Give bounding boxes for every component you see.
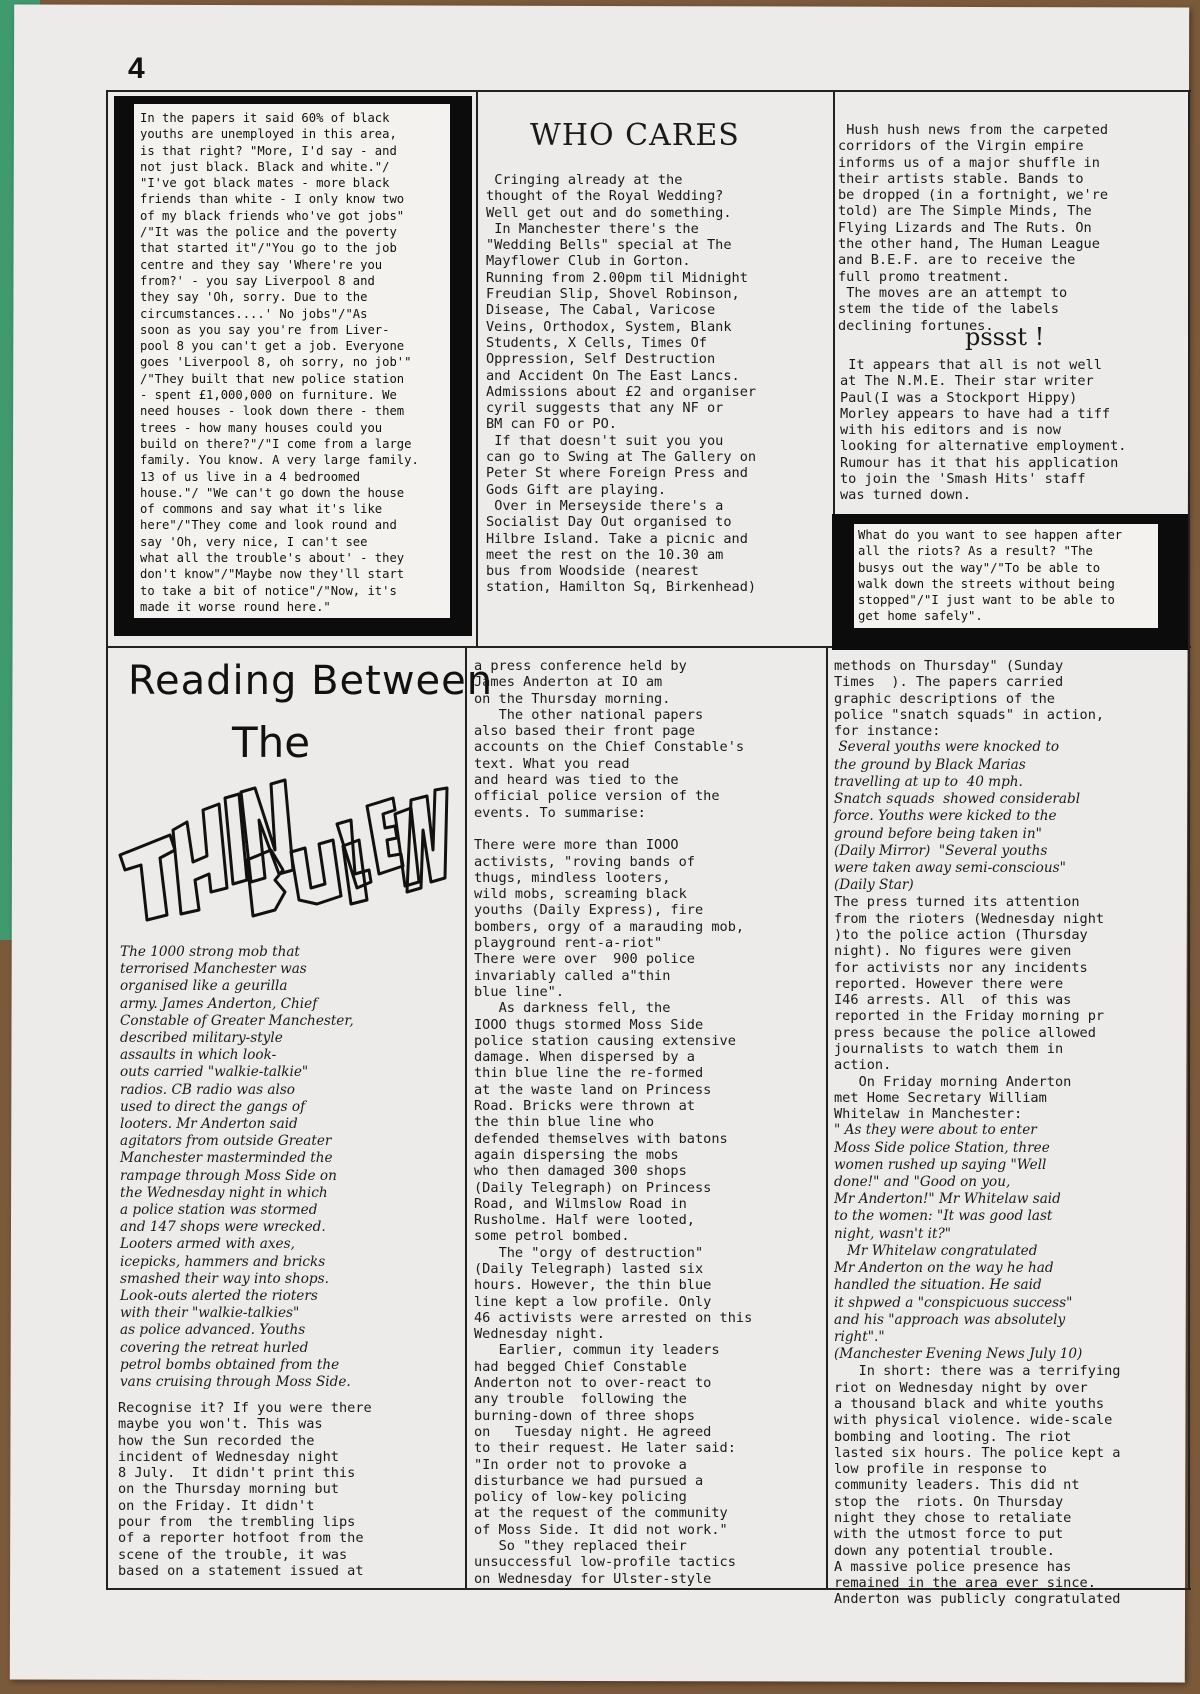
pssst-body: It appears that all is not well at The N.M.E. Their star writer Paul(I was a Stockport Hippy) Morley appears to have had a tiff with his editors and is now looking for alternative employment. Rumour has it that his application to join the 'Smash Hits' staff was turned down.	[840, 357, 1127, 504]
who-cares-column	[486, 172, 826, 596]
right-column	[834, 658, 1188, 1608]
who-cares-title: WHO CARES	[530, 118, 740, 153]
bottom-divider-2	[826, 646, 828, 1590]
right-column-quote-1: Several youths were knocked to the ground by Black Marias travelling at up to 40 mph. Snatch squads showed considerabl force. Youths were kicked to the ground before being taken in" (Daily Mirror) "Several youths were taken away semi-conscious" (Daily Star)	[834, 739, 1081, 894]
sun-quote-column	[120, 944, 460, 1391]
recognise-body: Recognise it? If you were there maybe you won't. This was how the Sun recorded the incident of Wednesday night 8 July. It didn't print this on the Thursday morning but on the Friday. It didn't pour from the trembling lips of a reporter hotfoot from the scene of the trouble, it was based on a statement issued at	[118, 1400, 372, 1579]
the-heading: The	[232, 718, 311, 767]
quote-box-card	[134, 104, 450, 618]
middle-column-body: a press conference held by James Anderton at IO am on the Thursday morning. The other national papers also based their front page accounts on the Chief Constable's text. What you read and heard was tied to the official police version of the events. To summarise: There were more than IOOO activists, "roving bands of thugs, mindless looters, wild mobs, screaming black youths (Daily Express), fire bombers, orgy of a marauding mob, playground rent-a-riot" There were over 900 police invariably called a"thin blue line". As darkness fell, the IOOO thugs stormed Moss Side police station causing extensive damage. When dispersed by a thin blue line the re-formed at the waste land on Princess Road. Bricks were thrown at the thin blue line who defended themselves with batons again dispersing the mobs who then damaged 300 shops (Daily Telegraph) on Princess Road, and Wilmslow Road in Rusholme. Half were looted, some petrol bombed. The "orgy of destruction" (Daily Telegraph) lasted six hours. However, the thin blue line kept a low profile. Only 46 activists were arrested on this Wednesday night. Earlier, commun ity leaders had begged Chief Constable Anderton not to over-react to any trouble following the burning-down of three shops on Tuesday night. He agreed to their request. He later said: "In order not to provoke a disturbance we had pursued a policy of low-key policing at the request of the community of Moss Side. It did not work." So "they replaced their unsuccessful low-profile tactics on Wednesday for Ulster-style	[474, 658, 753, 1587]
riots-box-card	[854, 524, 1158, 628]
pssst-column	[840, 357, 1185, 504]
frame-top-rule	[106, 90, 1191, 92]
right-column-middle: The press turned its attention from the rioters (Wednesday night )to the police action (Thursday night). No figures were given for activists nor any incidents reported. However there were I46 arrests. All of this was reported in the Friday morning pr press because the police allowed journalists to watch them in action. On Friday morning Anderton met Home Secretary William Whitelaw in Manchester:	[834, 894, 1105, 1123]
pssst-heading: pssst !	[965, 323, 1045, 351]
hush-hush-body: Hush hush news from the carpeted corridors of the Virgin empire informs us of a major shuffle in their artists stable. Bands to be dropped (in a fortnight, we're told) are The Simple Minds, The Flying Lizards and The Ruts. On the other hand, The Human League and B.E.F. are to receive the full promo treatment. The moves are an attempt to stem the tide of the labels declining fortunes.	[838, 122, 1109, 334]
page-number: 4	[128, 52, 145, 85]
right-column-bottom: In short: there was a terrifying riot on Wednesday night by over a thousand black and white youths with physical violence. wide-scale bombing and looting. The riot lasted six hours. The police kept a low profile in response to community leaders. This did nt stop the riots. On Thursday night they chose to retaliate with the utmost force to put down any potential trouble. A massive police presence has remained in the area ever since. Anderton was publicly congratulated	[834, 1363, 1121, 1608]
frame-left-rule	[106, 90, 108, 1590]
reading-between-heading: Reading Between	[128, 658, 494, 704]
riots-quotes: What do you want to see happen after all the riots? As a result? "The busys out the way"/"To be able to walk down the streets without being stopped"/"I just want to be able to get home safely".	[858, 528, 1123, 624]
top-divider-1	[476, 90, 478, 646]
frame-right-rule	[1188, 90, 1190, 1590]
sun-quote-body: The 1000 strong mob that terrorised Manchester was organised like a geurilla army. James Anderton, Chief Constable of Greater Manchester, described military-style assaults in which look- outs carried "walkie-talkie" radios. CB radio was also used to direct the gangs of looters. Mr Anderton said agitators from outside Greater Manchester masterminded the rampage through Moss Side on the Wednesday night in which a police station was stormed and 147 shops were wrecked. Looters armed with axes, icepicks, hammers and bricks smashed their way into shops. Look-outs alerted the rioters with their "walkie-talkies" as police advanced. Youths covering the retreat hurled petrol bombs obtained from the vans cruising through Moss Side.	[120, 944, 354, 1391]
right-column-quote-2: " As they were about to enter Moss Side police Station, three women rushed up saying "Well done!" and "Good on you, Mr Anderton!" Mr Whitelaw said to the women: "It was good last night, wasn't it?" Mr Whitelaw congratulated Mr Anderton on the way he had handled the situation. He said it shpwed a "conspicuous success" and his "approach was absolutely right"." (Manchester Evening News July 10)	[834, 1122, 1083, 1363]
right-column-top: methods on Thursday" (Sunday Times ). The papers carried graphic descriptions of the police "snatch squads" in action, for instance:	[834, 658, 1105, 740]
who-cares-body: Cringing already at the thought of the Royal Wedding? Well get out and do something. In Manchester there's the "Wedding Bells" special at The Mayflower Club in Gorton. Running from 2.00pm til Midnight Freudian Slip, Shovel Robinson, Disease, The Cabal, Varicose Veins, Orthodox, System, Blank Students, X Cells, Times Of Oppression, Self Destruction and Accident On The East Lancs. Admissions about £2 and organiser cyril suggests that any NF or BM can FO or PO. If that doesn't suit you you can go to Swing at The Gallery on Peter St where Foreign Press and Gods Gift are playing. Over in Merseyside there's a Socialist Day Out organised to Hilbre Island. Take a picnic and meet the rest on the 10.30 am bus from Woodside (nearest station, Hamilton Sq, Birkenhead)	[486, 172, 757, 596]
thin-blue-line-logo	[115, 770, 450, 935]
middle-column	[474, 658, 824, 1587]
liverpool-quotes: In the papers it said 60% of black youths are unemployed in this area, is that right? "More, I'd say - and not just black. Black and white."/ "I've got black mates - more black friends than white - I only know two of my black friends who've got jobs" /"It was the police and the poverty that started it"/"You go to the job centre and they say 'Where're you from?' - you say Liverpool 8 and they say 'Oh, sorry. Due to the circumstances....' No jobs"/"As soon as you say you're from Liver- pool 8 you can't get a job. Everyone goes 'Liverpool 8, oh sorry, no job'" /"They built that new police station - spent £1,000,000 on furniture. We need houses - look down there - them trees - how many houses could you build on there?"/"I come from a large family. You know. A very large family. 13 of us live in a 4 bedroomed house."/ "We can't go down the house of commons and say what it's like here"/"They come and look round and say 'Oh, very nice, I can't see what all the trouble's about' - they don't know"/"Maybe now they'll start to take a bit of notice"/"Now, it's made it worse round here."	[140, 111, 419, 614]
bottom-divider-1	[465, 646, 467, 1590]
recognise-column	[118, 1400, 458, 1579]
hush-hush-column	[838, 122, 1183, 334]
